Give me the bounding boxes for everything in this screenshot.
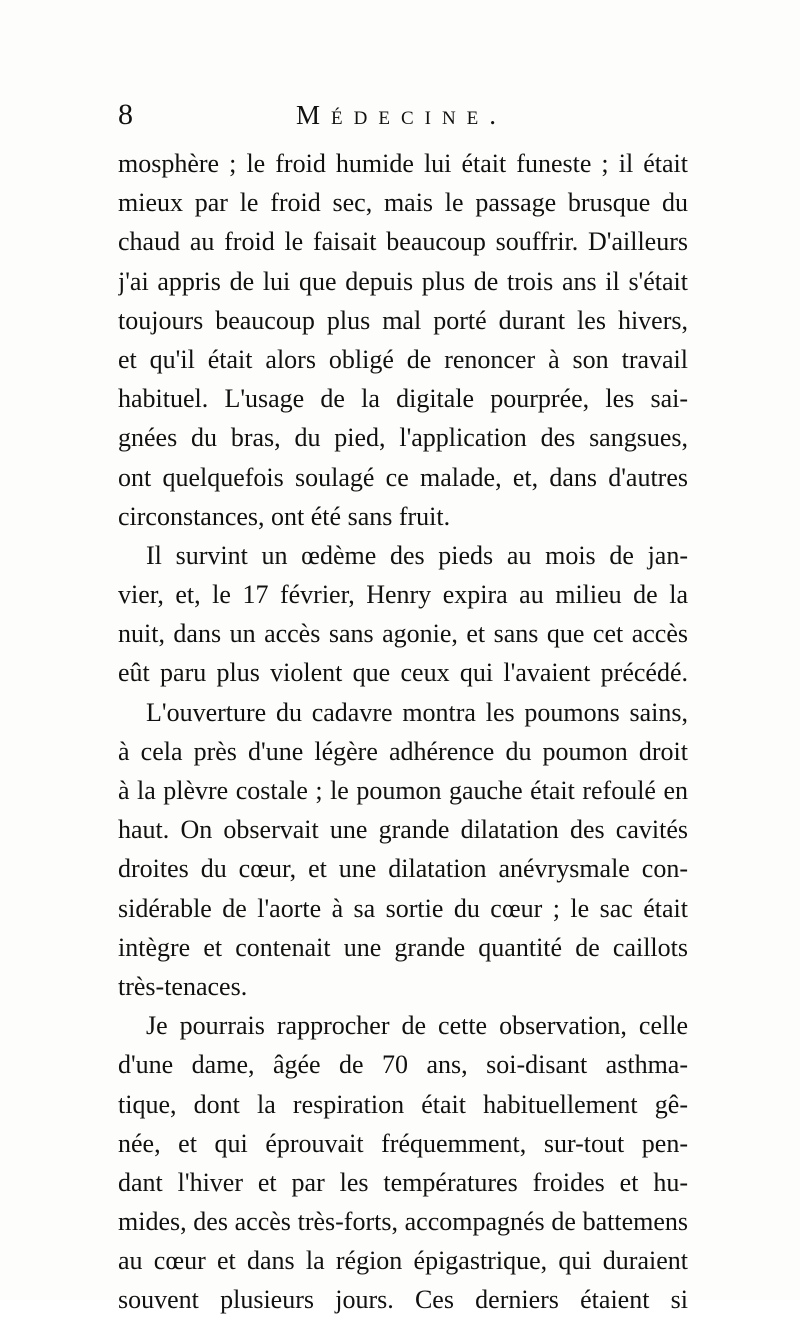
text-line: j'ai appris de lui que depuis plus de trois ans il s'était (118, 266, 688, 296)
text-line: mides, des accès très-forts, accompagnés de battemens (118, 1207, 688, 1237)
text-line: circonstances, ont été sans fruit. (118, 501, 451, 531)
text-line: eût paru plus violent que ceux qui l'avaient précédé. (118, 658, 688, 688)
text-line: au cœur et dans la région épigastrique, qui duraient (118, 1246, 688, 1276)
text-line: dant l'hiver et par les températures froides et hu- (118, 1167, 688, 1197)
running-title: Médecine. (296, 100, 508, 130)
text-line: nuit, dans un accès sans agonie, et sans que cet accès (118, 619, 688, 649)
text-line: intègre et contenait une grande quantité de caillots (118, 932, 688, 962)
text-line: tique, dont la respiration était habituellement gê- (118, 1089, 688, 1119)
text-line: d'une dame, âgée de 70 ans, soi-disant asthma- (118, 1050, 688, 1080)
text-line: à cela près d'une légère adhérence du poumon droit (118, 736, 688, 766)
page-header (118, 98, 678, 138)
text-line: très-tenaces. (118, 971, 248, 1001)
text-line: ont quelquefois soulagé ce malade, et, dans d'autres (118, 462, 688, 492)
text-line: vier, et, le 17 février, Henry expira au milieu de la (118, 580, 688, 610)
text-line: souvent plusieurs jours. Ces derniers étaient si (118, 1285, 688, 1315)
page-number: 8 (118, 98, 133, 131)
text-line: née, et qui éprouvait fréquemment, sur-tout pen- (118, 1128, 688, 1158)
text-line: Il survint un œdème des pieds au mois de jan- (146, 540, 688, 570)
text-line: chaud au froid le faisait beaucoup souffrir. D'ailleurs (118, 227, 688, 257)
text-line: mosphère ; le froid humide lui était funeste ; il était (118, 149, 688, 178)
text-line: sidérable de l'aorte à sa sortie du cœur ; le sac était (118, 893, 688, 923)
text-line: et qu'il était alors obligé de renoncer à son travail (118, 344, 688, 374)
text-line: gnées du bras, du pied, l'application des sangsues, (118, 423, 688, 453)
text-line: Je pourrais rapprocher de cette observation, celle (146, 1011, 688, 1041)
text-line: à la plèvre costale ; le poumon gauche était refoulé en (118, 776, 688, 805)
text-line: toujours beaucoup plus mal porté durant les hivers, (118, 305, 688, 335)
text-line: L'ouverture du cadavre montra les poumons sains, (146, 697, 688, 727)
text-line: haut. On observait une grande dilatation des cavités (118, 815, 688, 845)
text-line: habituel. L'usage de la digitale pourprée, les sai- (118, 384, 688, 414)
text-line: mieux par le froid sec, mais le passage brusque du (118, 188, 688, 218)
body-text (118, 144, 688, 1320)
text-line: droites du cœur, et une dilatation anévrysmale con- (118, 854, 688, 884)
